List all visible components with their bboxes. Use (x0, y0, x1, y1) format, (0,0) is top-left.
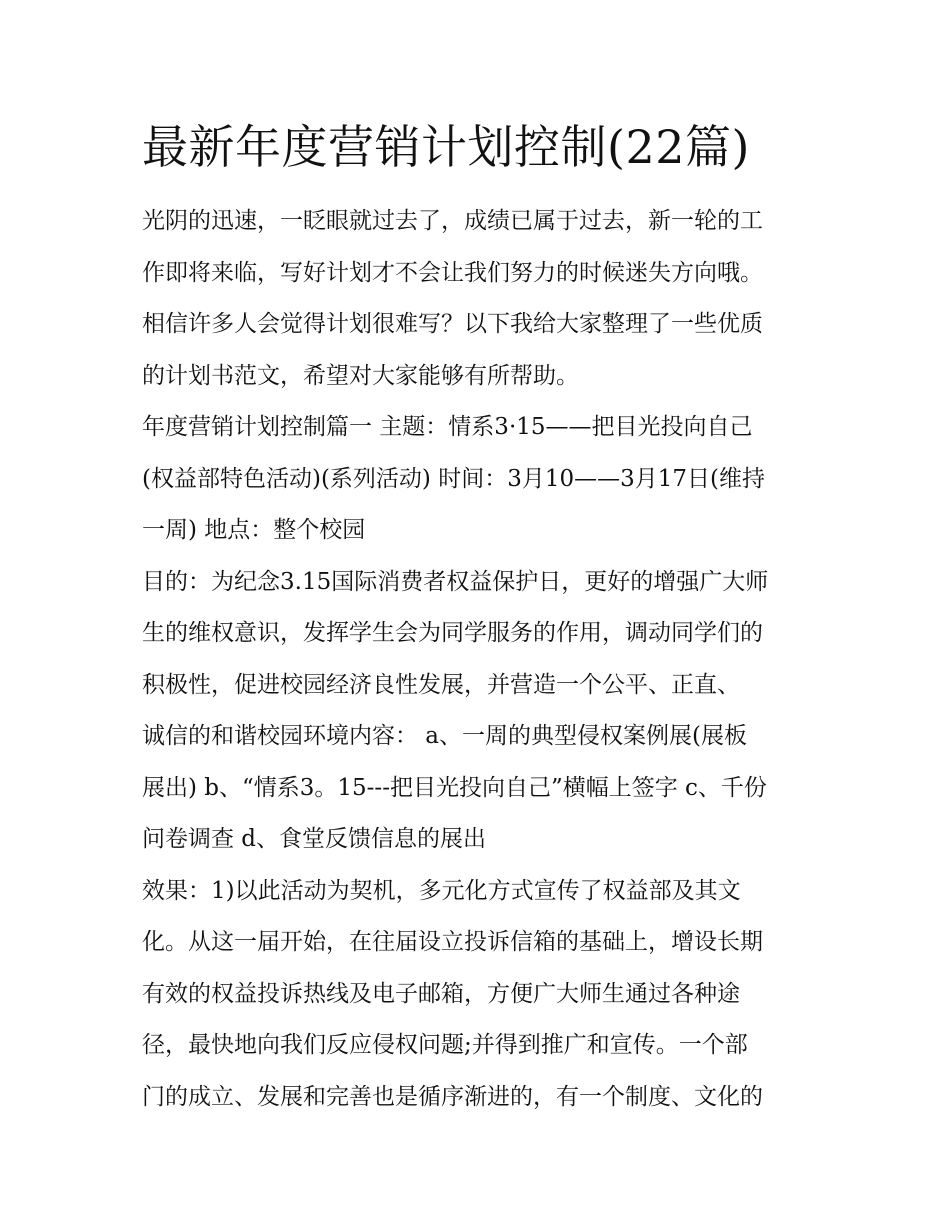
body-line: 一周) 地点：整个校园 (142, 517, 366, 543)
body-line: 年度营销计划控制篇一 主题：情系3·15——把目光投向自己 (142, 414, 753, 440)
body-line: 目的：为纪念3.15国际消费者权益保护日，更好的增强广大师 (142, 568, 769, 595)
body-line: 的计划书范文，希望对大家能够有所帮助。 (142, 362, 579, 389)
body-line: 诚信的和谐校园环境内容： a、一周的典型侵权案例展(展板 (142, 723, 747, 749)
body-line: 问卷调查 d、食堂反馈信息的展出 (142, 826, 487, 852)
body-line: 有效的权益投诉热线及电子邮箱，方便广大师生通过各种途 (142, 980, 740, 1007)
body-line: 门的成立、发展和完善也是循序渐进的，有一个制度、文化的 (142, 1083, 763, 1110)
body-line: (权益部特色活动)(系列活动) 时间：3月10——3月17日(维持 (142, 465, 765, 492)
body-line: 光阴的迅速，一眨眼就过去了，成绩已属于过去，新一轮的工 (142, 208, 763, 234)
body-line: 积极性，促进校园经济良性发展，并营造一个公平、正直、 (142, 671, 740, 698)
body-line: 效果：1)以此活动为契机，多元化方式宣传了权益部及其文 (142, 877, 741, 904)
body-line: 作即将来临，写好计划才不会让我们努力的时候迷失方向哦。 (142, 259, 763, 286)
body-line: 化。从这一届开始，在往届设立投诉信箱的基础上，增设长期 (142, 929, 763, 955)
document-title: 最新年度营销计划控制(22篇) (142, 120, 750, 174)
body-line: 生的维权意识，发挥学生会为同学服务的作用，调动同学们的 (142, 620, 763, 646)
body-line: 相信许多人会觉得计划很难写？以下我给大家整理了一些优质 (142, 311, 763, 337)
document-body (142, 196, 822, 1123)
body-line: 径，最快地向我们反应侵权问题;并得到推广和宣传。一个部 (142, 1032, 748, 1058)
body-line: 展出) b、“情系3。15---把目光投向自己”横幅上签字 c、千份 (142, 774, 767, 801)
